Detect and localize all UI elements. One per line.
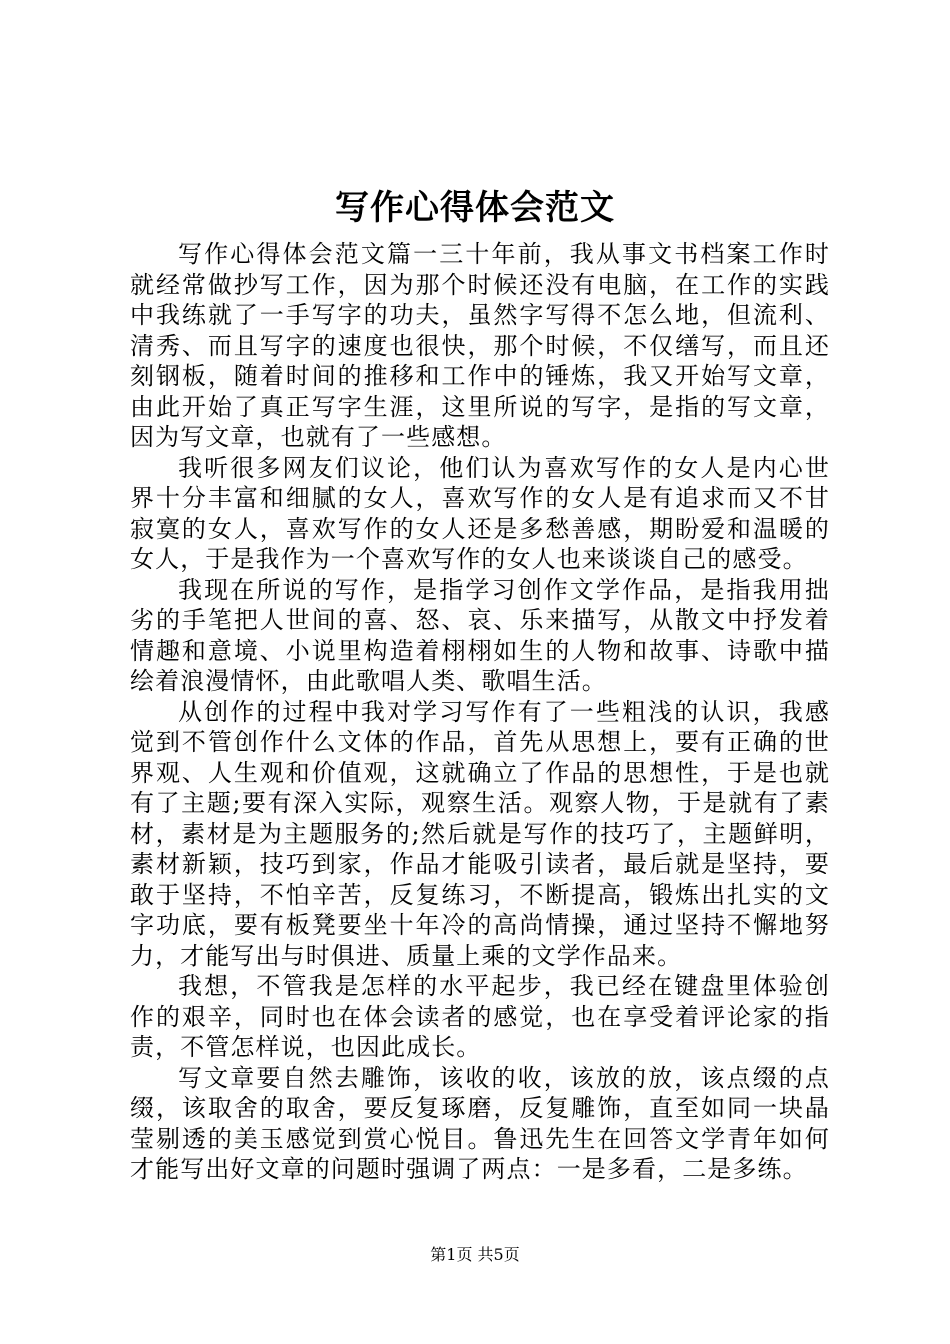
page-footer: 第1页 共5页 <box>430 1245 520 1264</box>
document-title: 写作心得体会范文 <box>335 188 615 228</box>
document-body <box>130 239 830 1185</box>
paragraph-5: 我想，不管我是怎样的水平起步，我已经在键盘里体验创作的艰辛，同时也在体会读者的感觉，也在享受着评论家的指责，不管怎样说，也因此成长。 <box>130 972 830 1061</box>
paragraph-2: 我听很多网友们议论，他们认为喜欢写作的女人是内心世界十分丰富和细腻的女人，喜欢写作的女人是有追求而又不甘寂寞的女人，喜欢写作的女人还是多愁善感，期盼爱和温暖的女人，于是我作为一个喜欢写作的女人也来谈谈自己的感受。 <box>130 453 830 573</box>
paragraph-3: 我现在所说的写作，是指学习创作文学作品，是指我用拙劣的手笔把人世间的喜、怒、哀、乐来描写，从散文中抒发着情趣和意境、小说里构造着栩栩如生的人物和故事、诗歌中描绘着浪漫情怀，由此歌唱人类、歌唱生活。 <box>130 575 830 695</box>
paragraph-1: 写作心得体会范文篇一三十年前，我从事文书档案工作时就经常做抄写工作，因为那个时候还没有电脑，在工作的实践中我练就了一手写字的功夫，虽然字写得不怎么地，但流利、清秀、而且写字的速度也很快，那个时候，不仅缮写，而且还刻钢板，随着时间的推移和工作中的锤炼，我又开始写文章，由此开始了真正写字生涯，这里所说的写字，是指的写文章，因为写文章，也就有了一些感想。 <box>130 240 830 451</box>
paragraph-4: 从创作的过程中我对学习写作有了一些粗浅的认识，我感觉到不管创作什么文体的作品，首先从思想上，要有正确的世界观、人生观和价值观，这就确立了作品的思想性，于是也就有了主题;要有深入实际，观察生活。观察人物，于是就有了素材，素材是为主题服务的;然后就是写作的技巧了，主题鲜明，素材新颖，技巧到家，作品才能吸引读者，最后就是坚持，要敢于坚持，不怕辛苦，反复练习，不断提高，锻炼出扎实的文字功底，要有板凳要坐十年冷的高尚情操，通过坚持不懈地努力，才能写出与时俱进、质量上乘的文学作品来。 <box>130 697 830 970</box>
paragraph-6: 写文章要自然去雕饰，该收的收，该放的放，该点缀的点缀，该取舍的取舍，要反复琢磨，反复雕饰，直至如同一块晶莹剔透的美玉感觉到赏心悦目。鲁迅先生在回答文学青年如何才能写出好文章的问题时强调了两点：一是多看，二是多练。 <box>130 1063 830 1183</box>
